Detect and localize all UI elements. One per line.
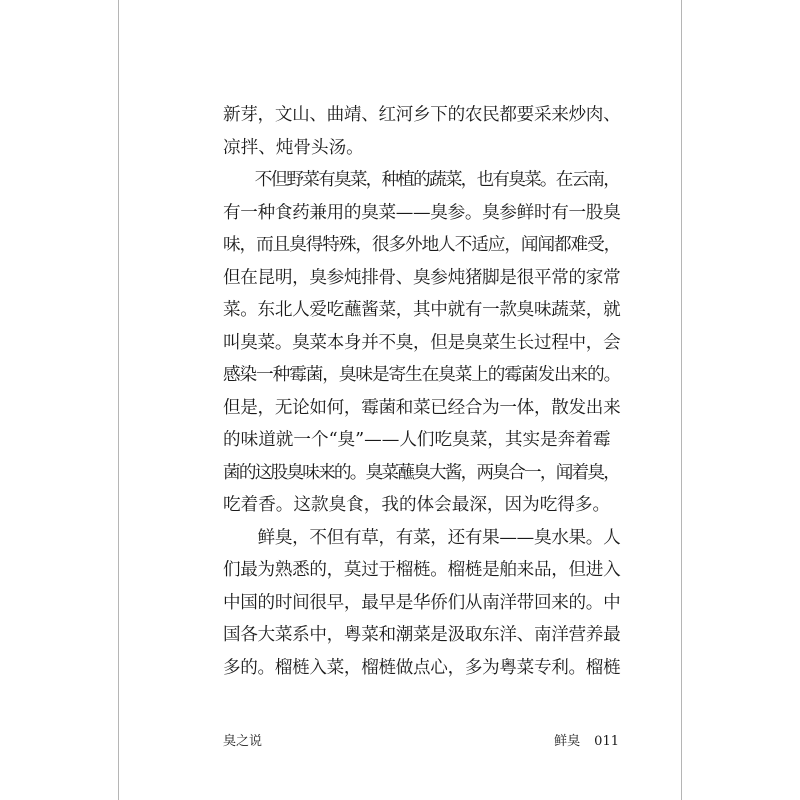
paragraph bbox=[223, 164, 621, 522]
text-line: 的味道就一个“臭”——人们吃臭菜，其实是奔着霉 bbox=[223, 430, 611, 450]
running-footer-book-title: 臭之说 bbox=[223, 734, 263, 749]
text-line: 不但野菜有臭菜，种植的蔬菜，也有臭菜。在云南， bbox=[223, 170, 620, 190]
paragraph bbox=[223, 99, 621, 164]
text-line: 感染一种霉菌，臭味是寄生在臭菜上的霉菌发出来的。 bbox=[223, 365, 621, 385]
text-line: 中国的时间很早，最早是华侨们从南洋带回来的。中 bbox=[223, 592, 621, 613]
running-footer-right bbox=[554, 733, 619, 751]
text-line: 吃着香。这款臭食，我的体会最深，因为吃得多。 bbox=[223, 495, 611, 515]
text-line: 多的。榴梿入菜，榴梿做点心，多为粤菜专利。榴梿 bbox=[223, 657, 621, 678]
text-line: 味，而且臭得特殊，很多外地人不适应，闻闻都难受， bbox=[223, 235, 621, 255]
text-line: 新芽，文山、曲靖、红河乡下的农民都要采来炒肉、 bbox=[223, 105, 621, 125]
text-line: 叫臭菜。臭菜本身并不臭，但是臭菜生长过程中，会 bbox=[223, 332, 621, 353]
text-line: 菜。东北人爱吃蘸酱菜，其中就有一款臭味蔬菜，就 bbox=[223, 300, 621, 320]
body-text bbox=[223, 99, 621, 684]
text-line: 国各大菜系中，粤菜和潮菜是汲取东洋、南洋营养最 bbox=[223, 625, 621, 645]
text-line: 有一种食药兼用的臭菜——臭参。臭参鲜时有一股臭 bbox=[223, 202, 621, 223]
paragraph bbox=[223, 522, 621, 685]
page-number: 011 bbox=[594, 734, 619, 749]
text-line: 菌的这股臭味来的。臭菜蘸臭大酱，两臭合一，闻着臭， bbox=[223, 462, 620, 483]
text-line: 但在昆明，臭参炖排骨、臭参炖猪脚是很平常的家常 bbox=[223, 267, 621, 288]
text-line: 但是，无论如何，霉菌和菜已经合为一体，散发出来 bbox=[223, 397, 621, 418]
text-line: 凉拌、炖骨头汤。 bbox=[223, 137, 364, 158]
text-line: 们最为熟悉的，莫过于榴梿。榴梿是舶来品，但进入 bbox=[223, 560, 621, 580]
running-footer-chapter-title: 鲜臭 bbox=[554, 734, 581, 749]
book-page bbox=[118, 0, 682, 800]
text-line: 鲜臭，不但有草，有菜，还有果——臭水果。人 bbox=[223, 527, 621, 548]
